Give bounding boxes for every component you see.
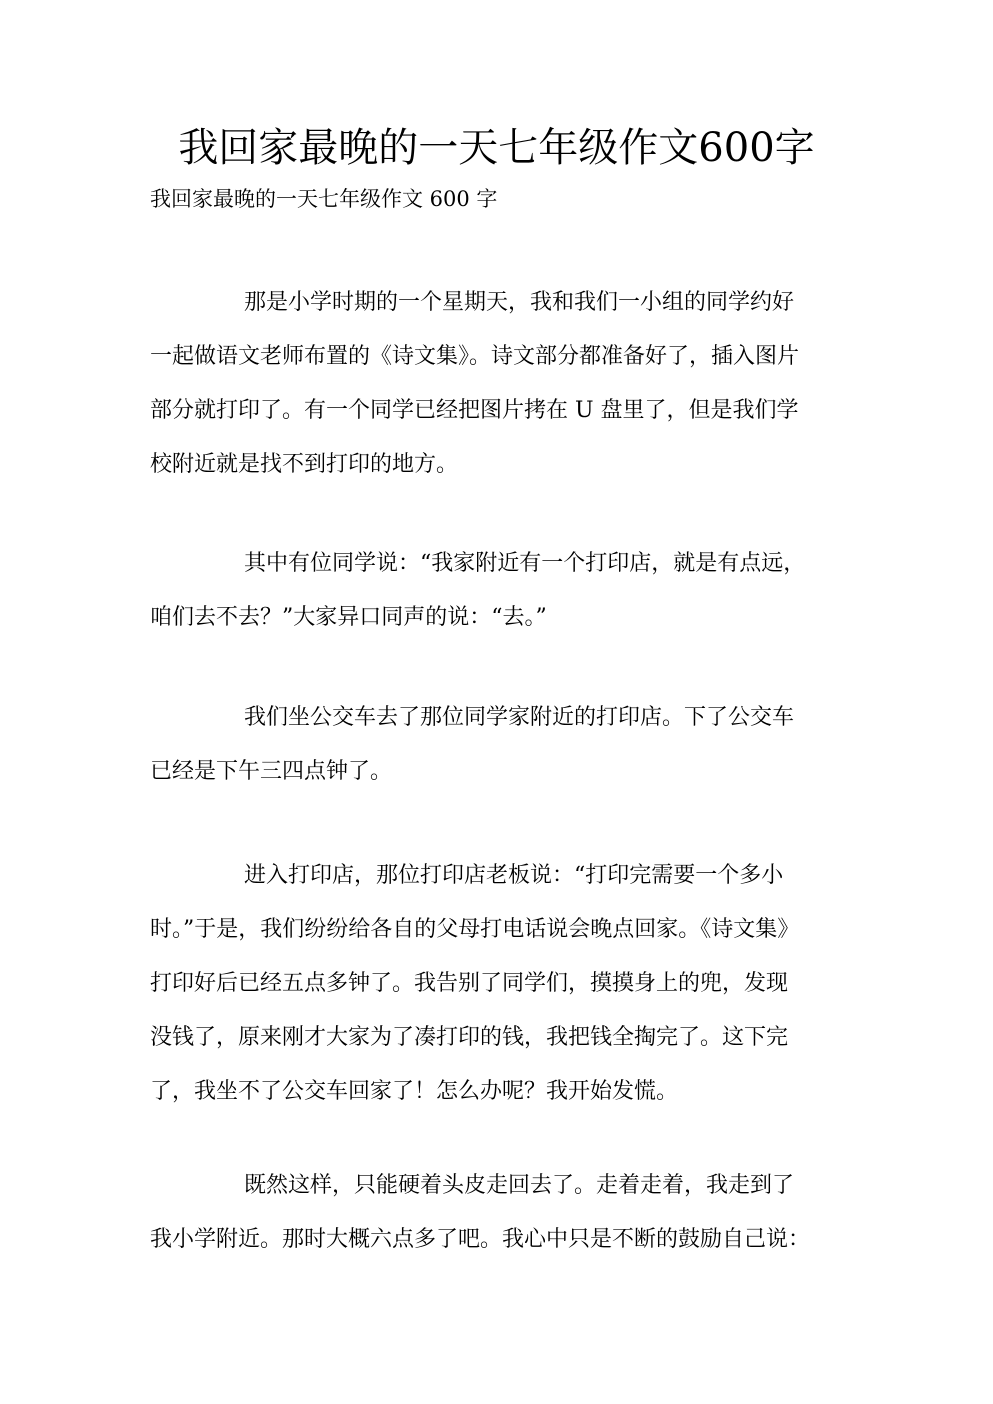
document-title: 我回家最晚的一天七年级作文600字 [178, 125, 815, 171]
paragraph-line: 我小学附近。那时大概六点多了吧。我心中只是不断的鼓励自己说： [150, 1227, 811, 1252]
paragraph [150, 691, 850, 799]
paragraph-line: 校附近就是找不到打印的地方。 [150, 452, 459, 477]
paragraph-line: 已经是下午三四点钟了。 [150, 759, 393, 784]
paragraph-line: 了，我坐不了公交车回家了！怎么办呢？我开始发慌。 [150, 1079, 679, 1104]
document-subtitle: 我回家最晚的一天七年级作文 600 字 [150, 187, 498, 211]
paragraph-line: 我们坐公交车去了那位同学家附近的打印店。下了公交车 [244, 705, 795, 730]
paragraph-line: 打印好后已经五点多钟了。我告别了同学们，摸摸身上的兜，发现 [150, 971, 789, 996]
paragraph-line: 时。”于是，我们纷纷给各自的父母打电话说会晚点回家。《诗文集》 [150, 917, 800, 942]
paragraph [150, 537, 850, 645]
paragraph-line: 其中有位同学说：“我家附近有一个打印店，就是有点远， [244, 551, 806, 576]
paragraph [150, 276, 850, 492]
paragraph [150, 849, 850, 1119]
paragraph-line: 部分就打印了。有一个同学已经把图片拷在 U 盘里了，但是我们学 [150, 398, 799, 423]
paragraph-line: 一起做语文老师布置的《诗文集》。诗文部分都准备好了，插入图片 [150, 344, 800, 369]
paragraph-line: 既然这样，只能硬着头皮走回去了。走着走着，我走到了 [244, 1173, 795, 1198]
paragraph-line: 没钱了，原来刚才大家为了凑打印的钱，我把钱全掏完了。这下完 [150, 1025, 789, 1050]
paragraph-line: 那是小学时期的一个星期天，我和我们一小组的同学约好 [244, 290, 795, 315]
paragraph-line: 进入打印店，那位打印店老板说：“打印完需要一个多小 [244, 863, 784, 888]
paragraph [150, 1159, 850, 1267]
paragraph-line: 咱们去不去？”大家异口同声的说：“去。” [150, 605, 547, 630]
